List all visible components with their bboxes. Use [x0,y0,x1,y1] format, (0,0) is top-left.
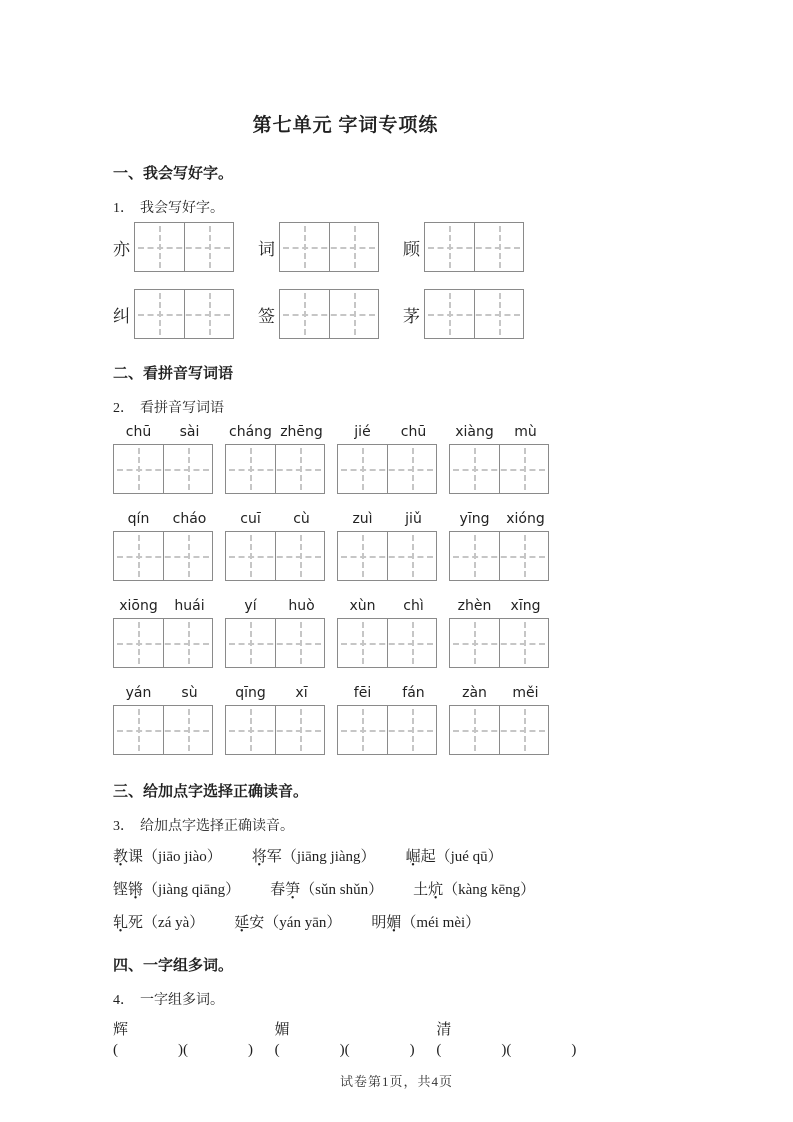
pinyin-options: （zá yà） [143,915,205,931]
writing-cell [280,290,329,338]
reading-choice [113,847,222,867]
writing-cell [387,706,437,754]
word-part: 死 [128,915,144,931]
model-character: 茅 [403,306,420,326]
pinyin-word-group [449,598,551,668]
writing-cell [163,532,213,580]
writing-grid-group [403,289,524,339]
writing-box [113,531,213,581]
word-building-entry [113,1020,255,1060]
model-character: 亦 [113,239,130,259]
item-4-text: 一字组多词。 [140,993,224,1008]
item-1-text: 我会写好字。 [140,201,224,216]
pinyin-syllable: xiàng [455,424,494,440]
writing-grid-group [113,289,234,339]
pinyin-word-group [449,424,551,494]
pinyin-syllable: qīng [235,685,266,701]
pinyin-options: （yán yān） [264,915,342,931]
model-character: 签 [258,306,275,326]
item-2-line [113,399,578,418]
pinyin-syllable: zuì [352,511,373,527]
writing-cell [114,445,163,493]
answer-blanks: ( )( ) [274,1042,415,1058]
writing-grid-group [258,289,379,339]
word-part: 安 [249,915,265,931]
writing-cell [450,445,499,493]
writing-cell [499,706,549,754]
writing-cell [184,223,234,271]
pinyin-syllable: xī [295,685,308,701]
writing-box [134,289,234,339]
writing-box [279,289,379,339]
word-building-entry [436,1020,578,1060]
writing-cell [450,532,499,580]
pinyin-syllable: zhēng [280,424,323,440]
pinyin-syllable: sài [179,424,200,440]
pinyin-row-2 [113,511,578,581]
pinyin-syllable: cháo [172,511,207,527]
pinyin-syllable: sù [181,685,198,701]
writing-cell [163,619,213,667]
writing-cell [474,290,524,338]
reading-choice [413,880,535,900]
writing-cell [114,532,163,580]
answer-blanks: ( )( ) [113,1042,253,1058]
pinyin-options: （méi mèi） [401,915,481,931]
writing-box [279,222,379,272]
item-3-text: 给加点字选择正确读音。 [140,819,294,834]
pinyin-word-group [225,598,327,668]
word-building-row [113,1020,578,1060]
pinyin-syllable: yán [125,685,152,701]
pinyin-row-3 [113,598,578,668]
writing-box [449,705,549,755]
dotted-character: 炕 [428,882,444,898]
reading-choice-row-2 [113,880,578,900]
writing-cell [499,532,549,580]
writing-grid-group [403,222,524,272]
writing-grid-row-1 [113,222,578,272]
word-part: 春 [270,882,286,898]
writing-cell [226,706,275,754]
pinyin-syllable: chū [400,424,427,440]
reading-choice [113,913,204,933]
word-part: 课 [128,849,144,865]
writing-box [337,705,437,755]
reading-choice [270,880,383,900]
writing-box [113,618,213,668]
writing-box [424,222,524,272]
writing-cell [474,223,524,271]
pinyin-syllable: cù [293,511,310,527]
base-character: 媚 [274,1022,290,1038]
pinyin-word-group [113,685,215,755]
pinyin-row-4 [113,685,578,755]
pinyin-syllable: zhèn [457,598,492,614]
writing-cell [114,619,163,667]
dotted-character: 将 [251,849,267,865]
model-character: 顾 [403,239,420,259]
writing-cell [329,223,379,271]
writing-cell [425,223,474,271]
item-2-text: 看拼音写词语 [140,401,224,416]
word-part: 起 [420,849,436,865]
writing-grid-group [258,222,379,272]
writing-cell [163,445,213,493]
dotted-character: 笋 [285,882,301,898]
writing-cell [499,619,549,667]
answer-blanks: ( )( ) [436,1042,577,1058]
writing-cell [226,532,275,580]
writing-box [449,444,549,494]
writing-box [134,222,234,272]
pinyin-options: （sǔn shǔn） [300,882,384,898]
model-character: 纠 [113,306,130,326]
item-1-number: 1． [113,201,134,216]
pinyin-word-group [337,424,439,494]
pinyin-syllable: xiōng [119,598,158,614]
reading-choice [406,847,503,867]
model-character: 词 [258,239,275,259]
base-character: 辉 [113,1022,129,1038]
pinyin-syllable: jiǔ [405,511,422,527]
dotted-character: 媚 [386,915,402,931]
pinyin-syllable: zàn [462,685,487,701]
writing-grid-group [113,222,234,272]
pinyin-options: （jué qū） [435,849,503,865]
writing-box [225,444,325,494]
reading-choice [252,847,376,867]
item-4-number: 4． [113,993,134,1008]
pinyin-syllable: mù [514,424,537,440]
pinyin-row-1 [113,424,578,494]
reading-choice [234,913,341,933]
writing-cell [184,290,234,338]
item-4-line [113,991,578,1010]
reading-choice-row-1 [113,847,578,867]
writing-box [449,531,549,581]
pinyin-word-group [113,424,215,494]
pinyin-word-group [225,424,327,494]
word-part: 明 [371,915,387,931]
writing-cell [387,619,437,667]
pinyin-word-group [225,511,327,581]
dotted-character: 锵 [128,882,144,898]
pinyin-syllable: huò [288,598,315,614]
writing-cell [275,445,325,493]
pinyin-word-group [225,685,327,755]
writing-box [449,618,549,668]
writing-grid-row-2 [113,289,578,339]
section-1-heading: 一、我会写好字。 [113,166,234,182]
pinyin-syllable: měi [512,685,539,701]
writing-cell [135,223,184,271]
pinyin-word-group [449,511,551,581]
pinyin-syllable: jié [354,424,371,440]
pinyin-word-group [337,685,439,755]
section-3-heading: 三、给加点字选择正确读音。 [113,784,309,800]
item-1-line [113,199,578,218]
pinyin-word-group [337,598,439,668]
section-2-heading: 二、看拼音写词语 [113,366,234,382]
item-3-number: 3． [113,819,134,834]
writing-cell [163,706,213,754]
pinyin-syllable: fán [402,685,425,701]
pinyin-syllable: chì [403,598,424,614]
pinyin-options: （jiāng jiàng） [281,849,376,865]
writing-cell [425,290,474,338]
writing-box [337,531,437,581]
writing-box [113,444,213,494]
writing-cell [338,445,387,493]
section-4-heading: 四、一字组多词。 [113,958,234,974]
writing-cell [338,532,387,580]
writing-cell [387,532,437,580]
pinyin-options: （kàng kēng） [443,882,536,898]
writing-cell [114,706,163,754]
pinyin-syllable: xùn [349,598,376,614]
writing-cell [275,706,325,754]
pinyin-syllable: cháng [229,424,272,440]
word-part: 土 [413,882,429,898]
page-title: 第七单元 字词专项练 [252,115,439,136]
pinyin-word-group [337,511,439,581]
pinyin-syllable: chū [125,424,152,440]
writing-cell [275,532,325,580]
reading-choice [371,913,480,933]
pinyin-syllable: xióng [506,511,545,527]
writing-box [225,531,325,581]
word-building-entry [275,1020,417,1060]
item-2-number: 2． [113,401,134,416]
writing-box [225,705,325,755]
pinyin-syllable: xīng [510,598,541,614]
pinyin-options: （jiàng qiāng） [143,882,241,898]
pinyin-syllable: qín [127,511,150,527]
pinyin-syllable: yí [244,598,257,614]
writing-cell [499,445,549,493]
item-3-line [113,817,578,836]
dotted-character: 轧 [113,915,129,931]
dotted-character: 教 [113,849,129,865]
pinyin-options: （jiāo jiào） [143,849,222,865]
writing-cell [226,445,275,493]
writing-box [424,289,524,339]
writing-cell [450,619,499,667]
writing-box [337,618,437,668]
writing-box [113,705,213,755]
base-character: 清 [436,1022,452,1038]
pinyin-word-group [113,511,215,581]
page-footer: 试卷第1页，共4页 [339,1074,453,1089]
writing-cell [338,706,387,754]
writing-box [337,444,437,494]
writing-cell [450,706,499,754]
reading-choice [113,880,240,900]
word-part: 军 [266,849,282,865]
pinyin-word-group [113,598,215,668]
writing-cell [275,619,325,667]
word-part: 铿 [113,882,129,898]
writing-cell [329,290,379,338]
pinyin-word-group [449,685,551,755]
writing-cell [338,619,387,667]
writing-cell [280,223,329,271]
writing-cell [135,290,184,338]
writing-cell [226,619,275,667]
pinyin-syllable: cuī [240,511,261,527]
pinyin-syllable: yīng [459,511,490,527]
reading-choice-row-3 [113,913,578,933]
writing-cell [387,445,437,493]
dotted-character: 崛 [405,849,421,865]
pinyin-syllable: fēi [353,685,372,701]
dotted-character: 延 [234,915,250,931]
pinyin-syllable: huái [174,598,205,614]
writing-box [225,618,325,668]
